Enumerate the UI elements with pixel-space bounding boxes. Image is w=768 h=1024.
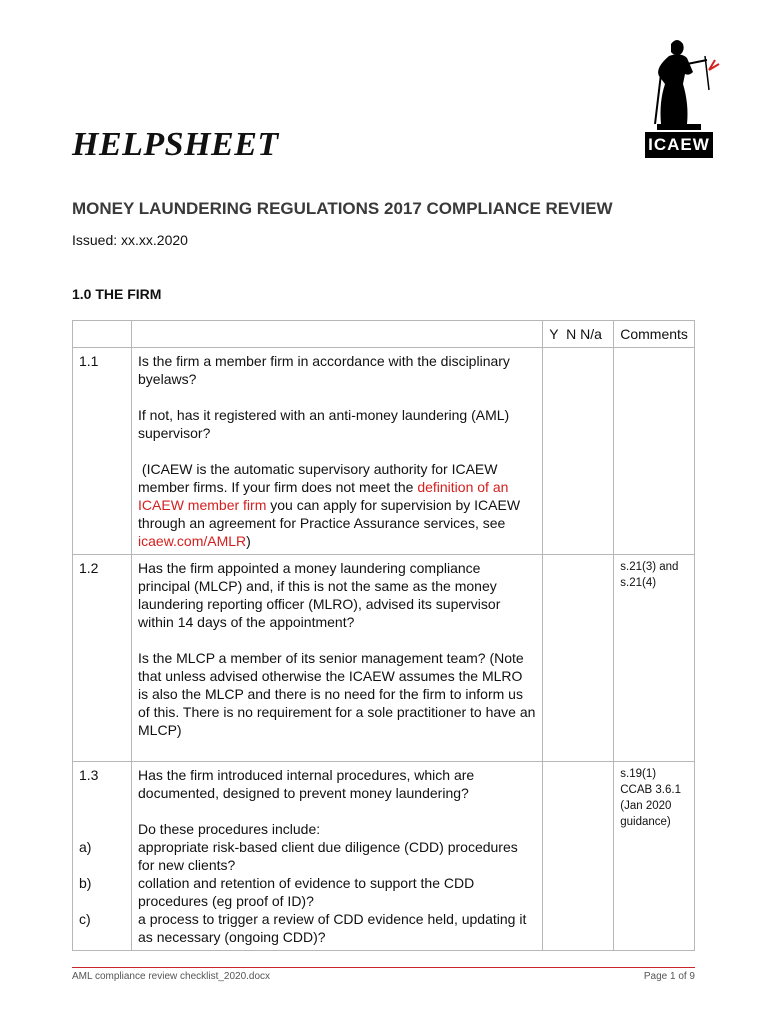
- header-yn: Y N N/a: [543, 321, 614, 348]
- comments-cell[interactable]: s.21(3) and s.21(4): [614, 555, 695, 762]
- row-number: 1.2: [73, 555, 132, 762]
- question-text: Is the MLCP a member of its senior management team? (Note that unless advised otherwise the ICAEW assumes the MLRO is also the MLCP and there is no need for the firm to inform us of this. There is no requirement for a sole practitioner to have an MLCP): [138, 650, 536, 738]
- sub-item-c: a process to trigger a review of CDD evidence held, updating it as necessary (ongoing CDD)?: [138, 911, 527, 945]
- header-question: [132, 321, 543, 348]
- sub-item-a: appropriate risk-based client due diligence (CDD) procedures for new clients?: [138, 839, 518, 873]
- note-text: you can apply for supervision by ICAEW through an agreement for Practice Assurance services, see: [138, 497, 521, 531]
- logo-wordmark: ICAEW: [645, 132, 713, 158]
- icaew-amlr-link[interactable]: icaew.com/AMLR: [138, 533, 247, 549]
- row-number: [73, 762, 132, 951]
- question-text: Has the firm introduced internal procedures, which are documented, designed to prevent money laundering?: [138, 767, 475, 801]
- question-text: Has the firm appointed a money laundering compliance principal (MLCP) and, if this is not the same as the money laundering reporting officer (MLRO), advised its supervisor within 14 days of the appointment?: [138, 560, 501, 630]
- footer-divider: [72, 967, 695, 968]
- question-text: Is the firm a member firm in accordance with the disciplinary byelaws?: [138, 353, 510, 387]
- note-text: (ICAEW is the automatic supervisory authority for ICAEW member firms. If your firm does not meet the: [138, 461, 502, 495]
- table-row: [73, 348, 695, 555]
- member-firm-definition-link[interactable]: definition of an ICAEW member firm: [138, 479, 509, 513]
- header-comments: Comments: [614, 321, 695, 348]
- sub-item-label: c): [79, 911, 91, 927]
- comments-cell[interactable]: [614, 348, 695, 555]
- document-heading: MONEY LAUNDERING REGULATIONS 2017 COMPLIANCE REVIEW: [72, 199, 613, 218]
- footer-filename: AML compliance review checklist_2020.docx: [72, 971, 271, 982]
- row-number-label: 1.3: [79, 767, 99, 783]
- header-num: [73, 321, 132, 348]
- comments-cell[interactable]: s.19(1) CCAB 3.6.1 (Jan 2020 guidance): [614, 762, 695, 951]
- row-question: [132, 348, 543, 555]
- section-heading: 1.0 THE FIRM: [72, 286, 162, 302]
- row-question: [132, 762, 543, 951]
- yn-cell[interactable]: [543, 555, 614, 762]
- yn-cell[interactable]: [543, 348, 614, 555]
- table-header-row: [73, 321, 695, 348]
- icaew-logo: [641, 34, 725, 160]
- row-question: [132, 555, 543, 762]
- note-text: ): [246, 533, 251, 549]
- helpsheet-title: HELPSHEET: [72, 126, 279, 163]
- footer-page-number: Page 1 of 9: [643, 971, 695, 982]
- table-row: [73, 555, 695, 762]
- issued-date: Issued: xx.xx.2020: [72, 232, 188, 248]
- sub-item-label: b): [79, 875, 92, 891]
- question-text: Do these procedures include:: [138, 821, 321, 837]
- sub-item-label: a): [79, 839, 92, 855]
- sub-item-b: collation and retention of evidence to support the CDD procedures (eg proof of ID)?: [138, 875, 475, 909]
- question-note: [138, 460, 536, 550]
- yn-cell[interactable]: [543, 762, 614, 951]
- table-row: [73, 762, 695, 951]
- checklist-table: [72, 320, 695, 951]
- question-text: If not, has it registered with an anti-money laundering (AML) supervisor?: [138, 407, 510, 441]
- statue-icon: [641, 34, 725, 134]
- row-number: 1.1: [73, 348, 132, 555]
